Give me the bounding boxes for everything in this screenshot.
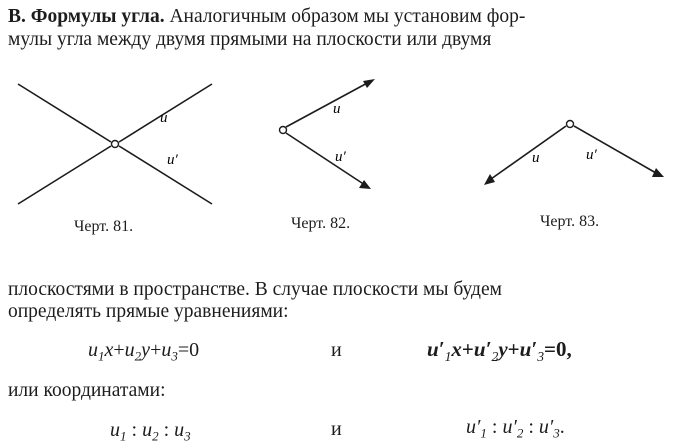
paragraph-line — [8, 6, 525, 28]
ray-u — [286, 81, 371, 127]
figure-82-diagram — [275, 75, 385, 200]
paragraph-line: плоскостями в пространстве. В случае плоскости мы будем — [8, 279, 502, 300]
label-u: u — [333, 101, 341, 117]
equation-line-left: $u_1x+u_2y+u_3=0$ — [88, 339, 200, 364]
figure-81-caption: Черт. 81. — [74, 218, 134, 235]
arrow-u — [363, 79, 375, 88]
conjunction-and: и — [331, 339, 342, 361]
line-u-prime-right — [119, 146, 212, 204]
equation-line-right: $u'_1x+u'_2y+u'_3=0$, — [427, 337, 572, 364]
line-u-prime-left — [18, 146, 111, 204]
ray-u — [491, 126, 566, 179]
coordinates-left: $u_1$ : $u_2$ : $u_3$ — [110, 419, 191, 444]
intersection-point — [112, 141, 119, 148]
conjunction-and: и — [331, 418, 342, 440]
label-u: u — [532, 150, 540, 166]
paragraph-line: определять прямые уравнениями: — [8, 301, 289, 322]
line-u-left — [18, 84, 111, 142]
figure-83-diagram — [478, 115, 670, 195]
label-u-prime: u′ — [167, 152, 178, 168]
coordinates-right: $u'_1$ : $u'_2$ : $u'_3$. — [466, 416, 565, 441]
figure-81-diagram — [10, 80, 220, 210]
vertex-point — [567, 121, 574, 128]
ray-u-prime — [286, 133, 365, 185]
arrow-u — [484, 174, 495, 185]
label-u: u — [160, 110, 168, 126]
paragraph-line: мулы угла между двумя прямыми на плоскости или двумя — [8, 29, 492, 50]
figure-83-caption: Черт. 83. — [540, 213, 600, 230]
figure-82-caption: Черт. 82. — [291, 215, 351, 232]
label-u-prime: u′ — [335, 149, 346, 165]
paragraph-text: Аналогичным образом мы установим фор- — [164, 6, 526, 27]
label-u-prime: u′ — [586, 147, 597, 163]
section-heading: В. Формулы угла. — [8, 6, 165, 27]
vertex-point — [280, 127, 287, 134]
paragraph-line: или координатами: — [8, 380, 166, 401]
